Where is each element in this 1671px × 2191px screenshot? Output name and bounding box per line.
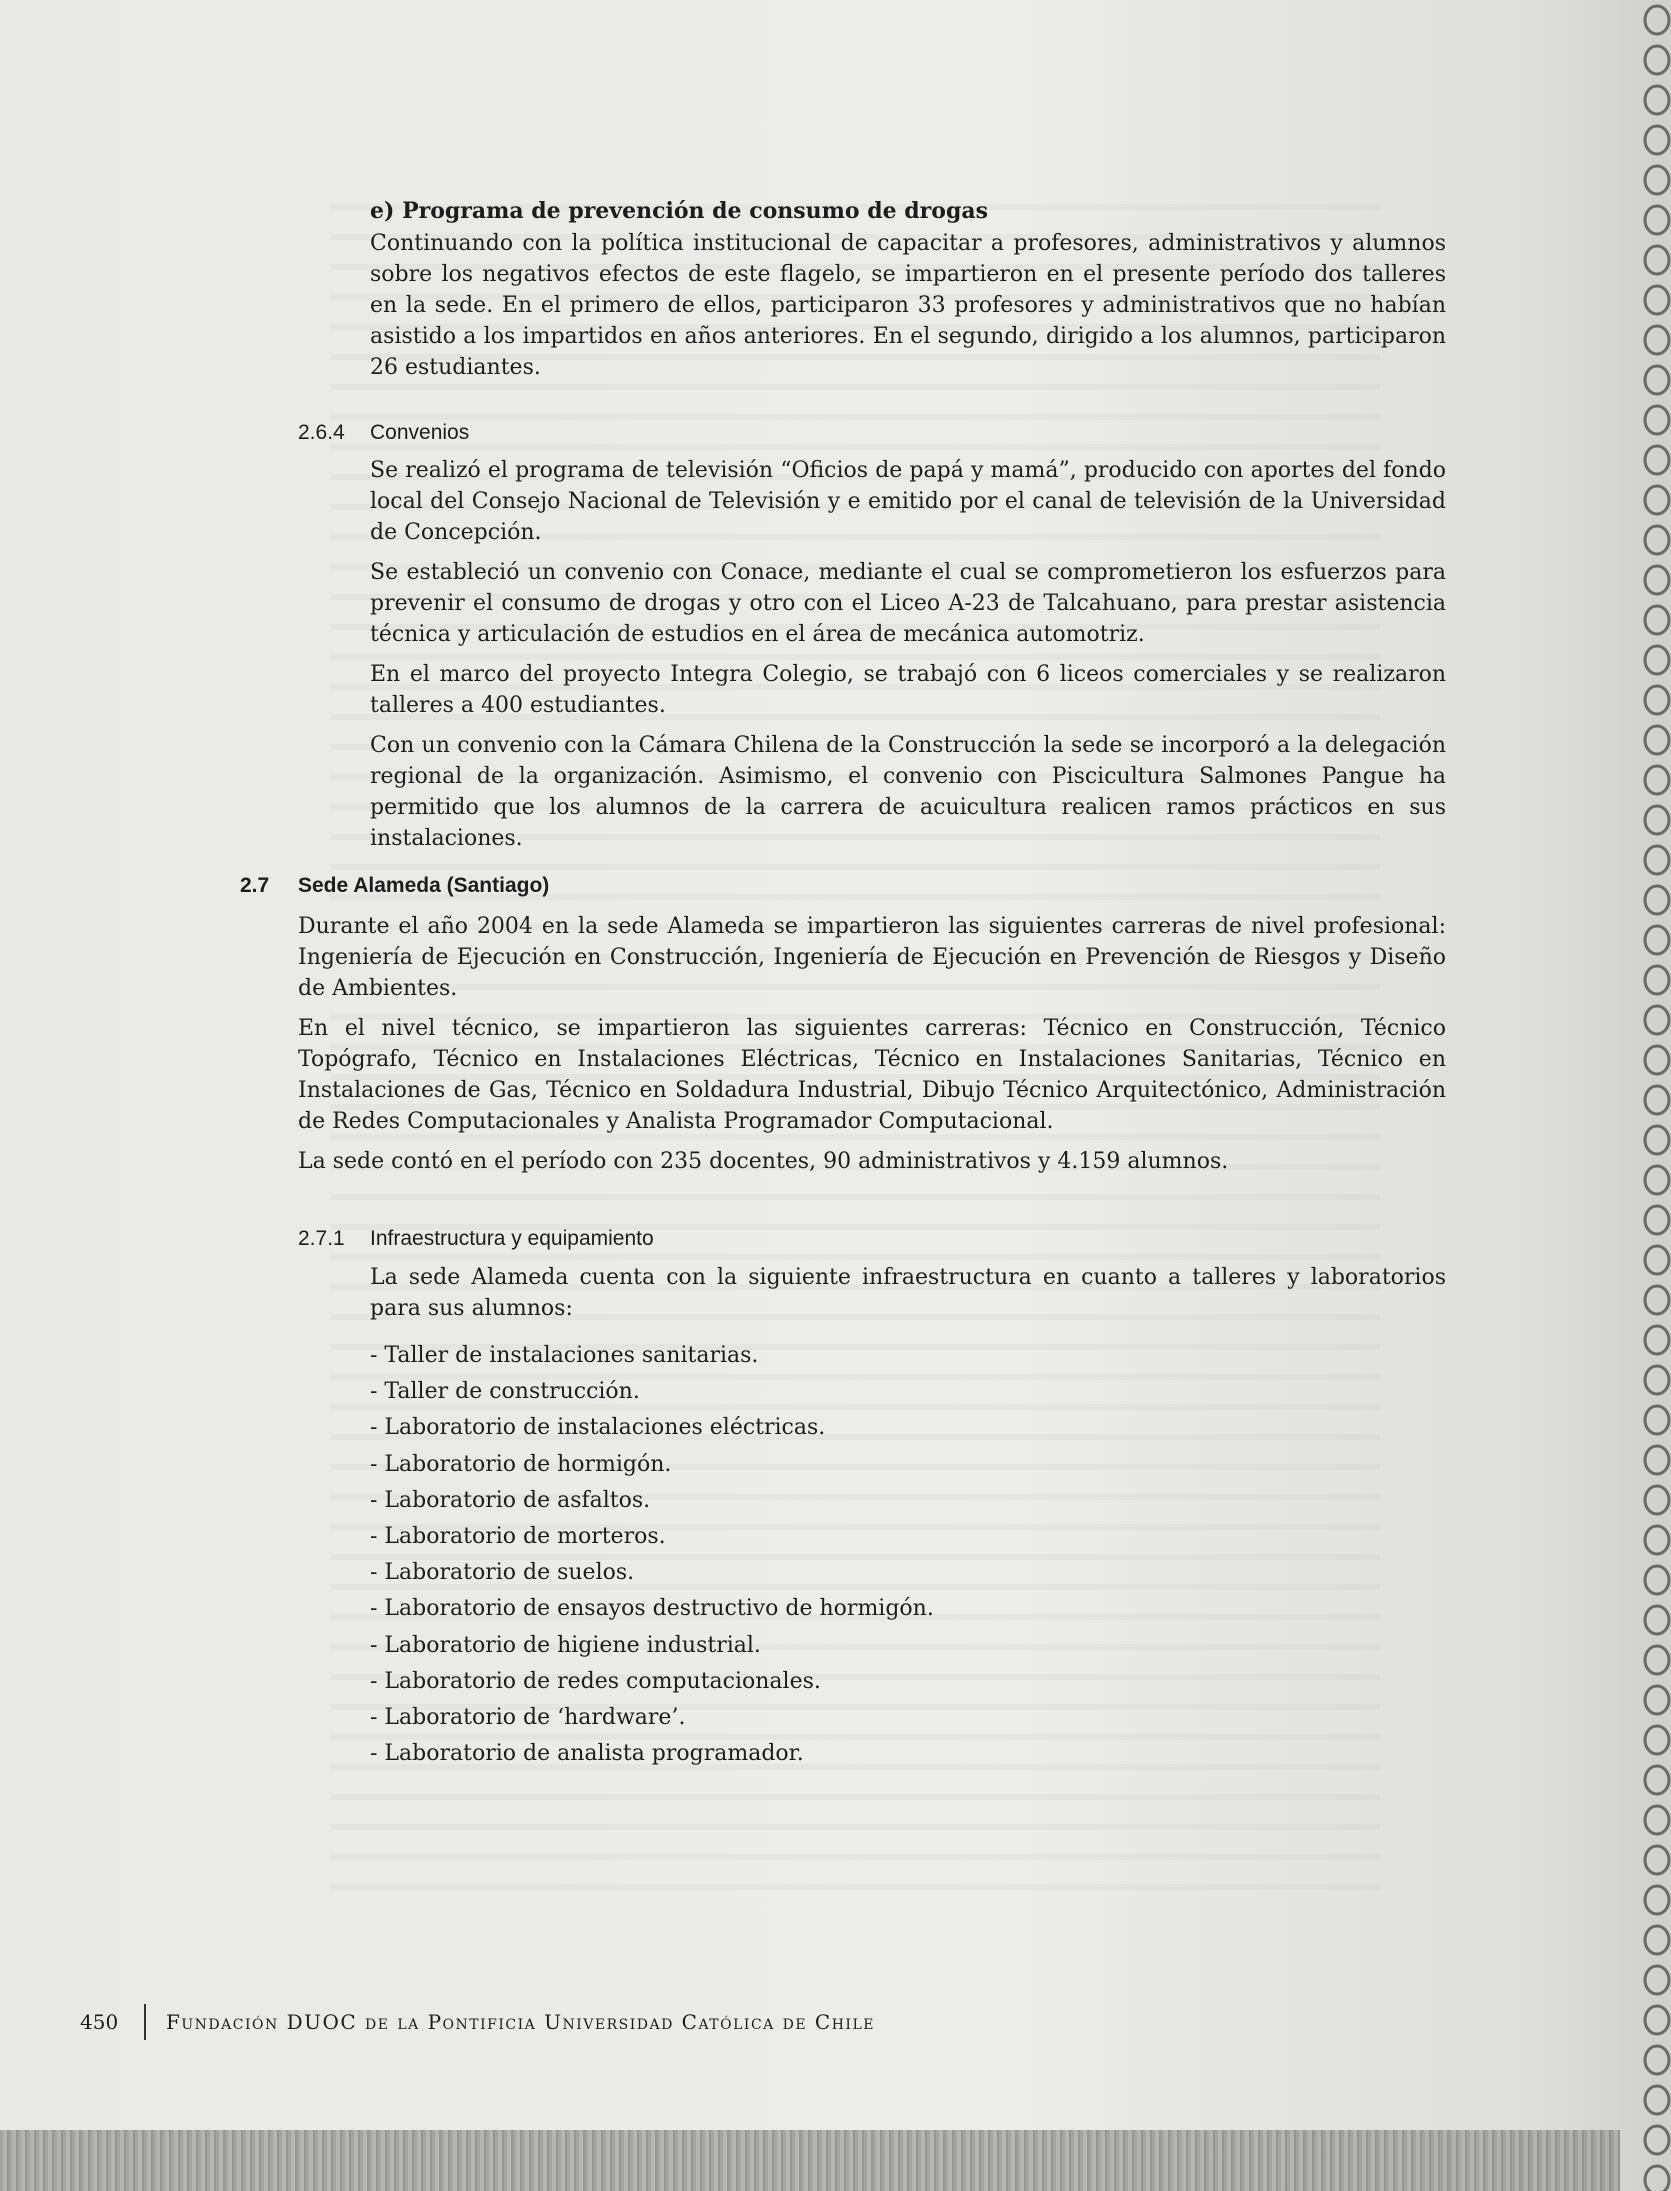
binding-ring [1645,1486,1669,1514]
binding-ring [1645,1926,1669,1954]
binding-ring [1645,446,1669,474]
infraestructura-list [370,1338,934,1772]
binding-ring [1645,246,1669,274]
convenios-paragraph: Se realizó el programa de televisión “Oficios de papá y mamá”, producido con aportes del fondo local del Consejo Nacional de Televisión y e emitido por el canal de televisión de la Universidad de Concepción. [370,458,1446,545]
binding-ring [1645,1726,1669,1754]
binding-ring [1645,766,1669,794]
binding-ring [1645,1246,1669,1274]
sede-alameda-body [298,911,1446,1186]
infraestructura-number: 2.7.1 [298,1227,345,1250]
binding-ring [1645,1326,1669,1354]
binding-ring [1645,926,1669,954]
list-item: - Laboratorio de instalaciones eléctricas. [370,1415,826,1441]
list-item: - Laboratorio de redes computacionales. [370,1668,821,1694]
page-number: 450 [80,2010,119,2034]
infraestructura-intro-text: La sede Alameda cuenta con la siguiente infraestructura en cuanto a talleres y laboratorios para sus alumnos: [370,1265,1446,1321]
binding-ring [1645,1086,1669,1114]
convenios-heading [298,421,469,445]
binding-ring [1645,1806,1669,1834]
binding-ring [1645,46,1669,74]
list-item: - Taller de construcción. [370,1379,640,1405]
binding-ring [1645,526,1669,554]
list-item: - Laboratorio de morteros. [370,1523,666,1549]
binding-ring [1645,1646,1669,1674]
binding-ring [1645,486,1669,514]
binding-ring [1645,1206,1669,1234]
binding-ring [1645,406,1669,434]
binding-ring [1645,886,1669,914]
binding-ring [1645,1966,1669,1994]
convenios-number: 2.6.4 [298,421,345,444]
binding-ring [1645,966,1669,994]
binding-ring [1645,2006,1669,2034]
drug-program-paragraph: Continuando con la política institucional de capacitar a profesores, administrativos y alumnos sobre los negativos efectos de este flagelo, se impartieron en el presente período dos talleres en la sede. En el primero de ellos, participaron 33 profesores y administrativos que no habían asistido a los impartidos en años anteriores. En el segundo, dirigido a los alumnos, participaron 26 estudiantes. [370,231,1446,380]
binding-ring [1645,1446,1669,1474]
page-footer [80,2004,875,2040]
infraestructura-intro [370,1262,1446,1333]
binding-ring [1645,2046,1669,2074]
list-item: - Laboratorio de ensayos destructivo de hormigón. [370,1596,934,1622]
binding-ring [1645,126,1669,154]
sede-alameda-paragraph: En el nivel técnico, se impartieron las siguientes carreras: Técnico en Construcción, Técnico Topógrafo, Técnico en Instalaciones Eléctricas, Técnico en Instalaciones Sanitarias, Técnico en Instalaciones de Gas, Técnico en Soldadura Industrial, Dibujo Técnico Arquitectónico, Administración de Redes Computacionales y Analista Programador Computacional. [298,1016,1446,1134]
convenios-paragraph: En el marco del proyecto Integra Colegio, se trabajó con 6 liceos comerciales y se realizaron talleres a 400 estudiantes. [370,662,1446,718]
convenios-paragraph: Se estableció un convenio con Conace, mediante el cual se comprometieron los esfuerzos para prevenir el consumo de drogas y otro con el Liceo A-23 de Talcahuano, para prestar asistencia técnica y articulación de estudios en el área de mecánica automotriz. [370,560,1446,647]
list-item: - Laboratorio de ‘hardware’. [370,1704,686,1730]
spiral-binding [1623,0,1671,2191]
convenios-paragraph: Con un convenio con la Cámara Chilena de la Construcción la sede se incorporó a la delegación regional de la organización. Asimismo, el convenio con Piscicultura Salmones Pangue ha permitido que los alumnos de la carrera de acuicultura realicen ramos prácticos en sus instalaciones. [370,733,1446,851]
binding-ring [1645,1126,1669,1154]
binding-ring [1645,1366,1669,1394]
convenios-body [370,455,1446,863]
binding-ring [1645,2086,1669,2114]
list-item: - Laboratorio de analista programador. [370,1741,804,1767]
list-item: - Laboratorio de higiene industrial. [370,1632,761,1658]
binding-ring [1645,1686,1669,1714]
binding-ring [1645,1406,1669,1434]
binding-ring [1645,1846,1669,1874]
binding-ring [1645,1046,1669,1074]
binding-ring [1645,2126,1669,2154]
binding-ring [1645,1006,1669,1034]
binding-ring [1645,686,1669,714]
binding-ring [1645,1566,1669,1594]
binding-ring [1645,86,1669,114]
binding-ring [1645,6,1669,34]
binding-ring [1645,606,1669,634]
binding-ring [1645,846,1669,874]
list-item: - Laboratorio de asfaltos. [370,1487,651,1513]
infraestructura-title: Infraestructura y equipamiento [370,1227,654,1250]
sede-alameda-paragraph: Durante el año 2004 en la sede Alameda se impartieron las siguientes carreras de nivel profesional: Ingeniería de Ejecución en Construcción, Ingeniería de Ejecución en Prevención de Riesgos y Diseño de Ambientes. [298,914,1446,1001]
scan-shadow-band [0,2130,1620,2191]
binding-ring [1645,286,1669,314]
drug-program-text [370,228,1446,392]
binding-ring [1645,1766,1669,1794]
footer-divider [144,2004,146,2040]
drug-program-heading: e) Programa de prevención de consumo de drogas [370,198,988,224]
binding-ring [1645,1526,1669,1554]
list-item: - Taller de instalaciones sanitarias. [370,1343,759,1368]
sede-alameda-heading [240,874,549,898]
binding-ring [1645,366,1669,394]
sede-alameda-title: Sede Alameda (Santiago) [298,874,550,897]
infraestructura-heading [298,1227,654,1251]
binding-ring [1645,206,1669,234]
binding-ring [1645,646,1669,674]
binding-ring [1645,1166,1669,1194]
convenios-title: Convenios [370,421,470,444]
binding-ring [1645,726,1669,754]
binding-ring [1645,1286,1669,1314]
binding-ring [1645,1886,1669,1914]
binding-ring [1645,326,1669,354]
binding-ring [1645,806,1669,834]
sede-alameda-paragraph: La sede contó en el período con 235 docentes, 90 administrativos y 4.159 alumnos. [298,1149,1229,1174]
binding-ring [1645,566,1669,594]
footer-organization: Fundación DUOC de la Pontificia Universidad Católica de Chile [166,2010,875,2034]
sede-alameda-number: 2.7 [240,874,270,897]
list-item: - Laboratorio de suelos. [370,1560,635,1586]
binding-ring [1645,166,1669,194]
list-item: - Laboratorio de hormigón. [370,1451,672,1477]
binding-ring [1645,1606,1669,1634]
binding-ring [1645,2166,1669,2191]
